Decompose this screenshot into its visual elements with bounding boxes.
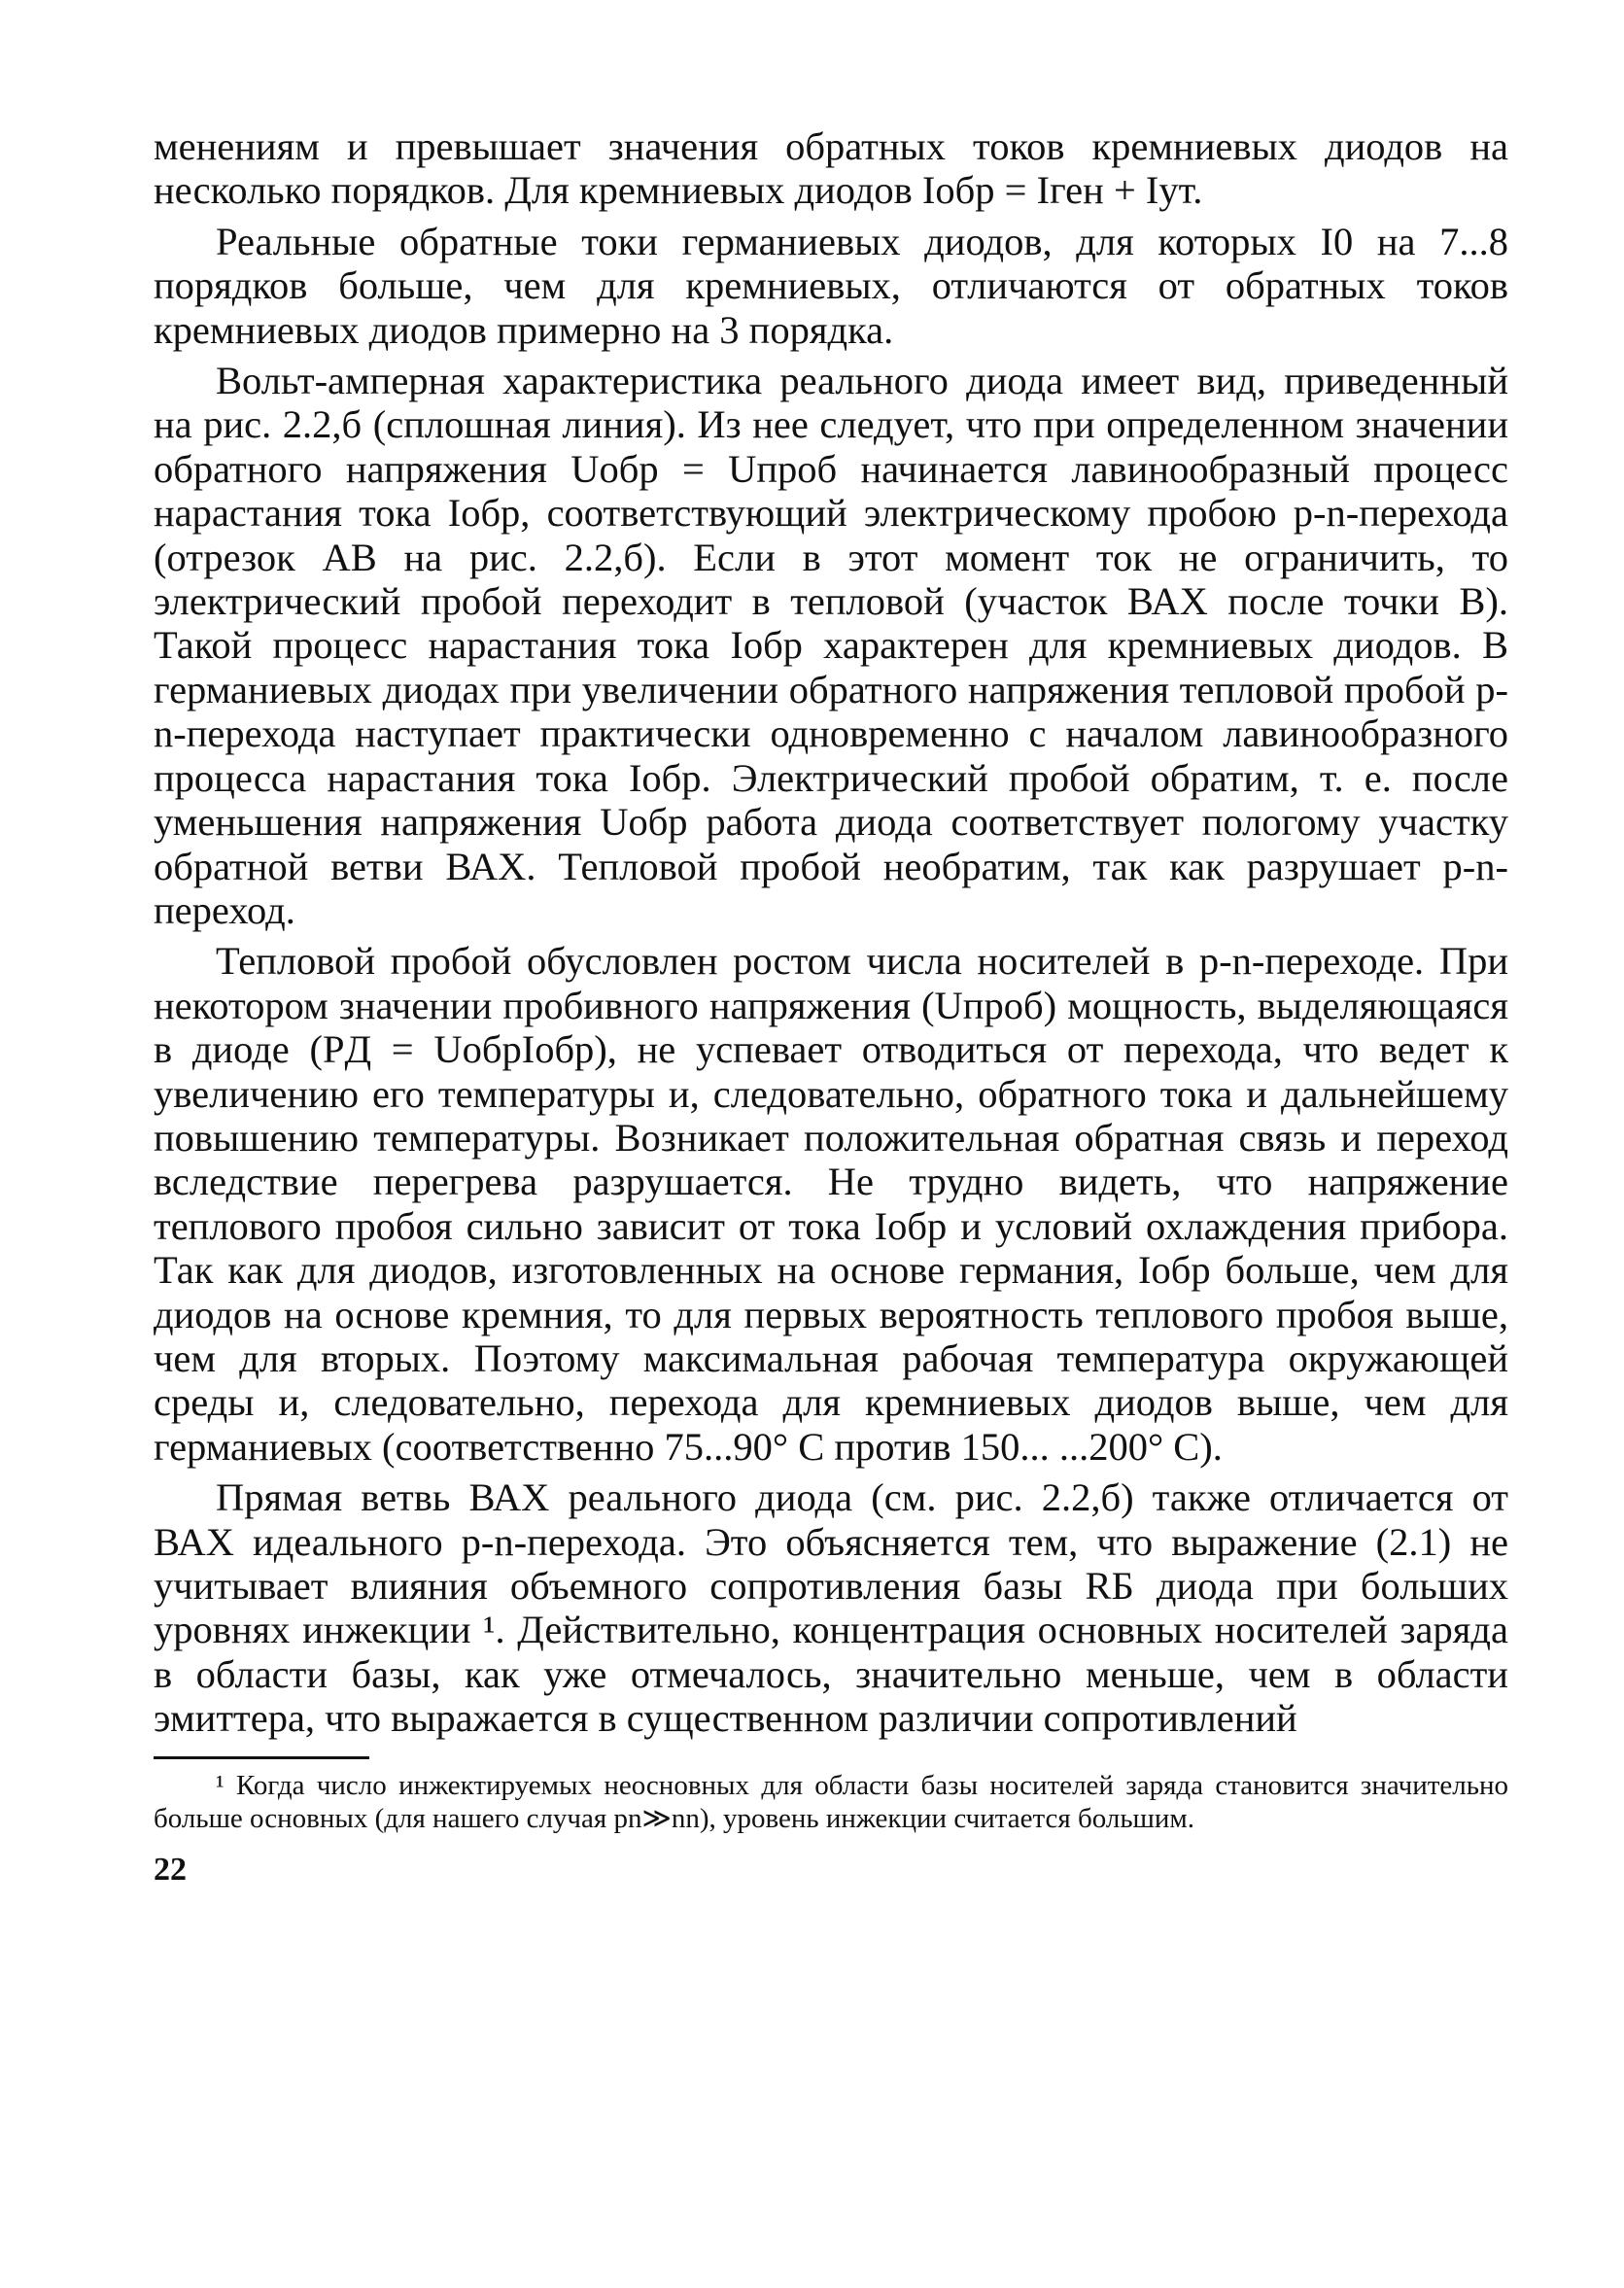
footnote-divider <box>154 1756 369 1759</box>
paragraph-continuation: менениям и превышает значения обратных токов кремниевых диодов на несколько порядков. Для кремниевых диодов Iобр = Iген + Iут. <box>154 124 1508 213</box>
book-page <box>154 124 1508 1889</box>
paragraph-forward-branch: Прямая ветвь ВАХ реального диода (см. рис. 2.2,б) также отличается от ВАХ идеального p-n-перехода. Это объясняется тем, что выражение (2.1) не учитывает влияния объемного сопротивления базы RБ диода при больших уровнях инжекции ¹. Действительно, концентрация основных носителей заряда в области базы, как уже отмечалось, значительно меньше, чем в области эмиттера, что выражается в существенном различии сопротивлений <box>154 1475 1508 1741</box>
footnote: ¹ Когда число инжектируемых неосновных для области базы носителей заряда становится значительно больше основных (для нашего случая pn≫nn), уровень инжекции считается большим. <box>154 1769 1508 1834</box>
paragraph-reverse-currents: Реальные обратные токи германиевых диодов, для которых I0 на 7...8 порядков больше, чем для кремниевых, отличаются от обратных токов кремниевых диодов примерно на 3 порядка. <box>154 219 1508 352</box>
paragraph-iv-characteristic: Вольт-амперная характеристика реального диода имеет вид, приведенный на рис. 2.2,б (сплошная линия). Из нее следует, что при определенном значении обратного напряжения Uобр = Uпроб начинается лавинообразный процесс нарастания тока Iобр, соответствующий электрическому пробою p-n-перехода (отрезок AB на рис. 2.2,б). Если в этот момент ток не ограничить, то электрический пробой переходит в тепловой (участок ВАХ после точки B). Такой процесс нарастания тока Iобр характерен для кремниевых диодов. В германиевых диодах при увеличении обратного напряжения тепловой пробой p-n-перехода наступает практически одновременно с началом лавинообразного процесса нарастания тока Iобр. Электрический пробой обратим, т. е. после уменьшения напряжения Uобр работа диода соответствует пологому участку обратной ветви ВАХ. Тепловой пробой необратим, так как разрушает p-n-переход. <box>154 359 1508 932</box>
page-number: 22 <box>154 1851 187 1888</box>
paragraph-thermal-breakdown: Тепловой пробой обусловлен ростом числа носителей в p-n-переходе. При некотором значении пробивного напряжения (Uпроб) мощность, выделяющаяся в диоде (PД = UобрIобр), не успевает отводиться от перехода, что ведет к увеличению его температуры и, следовательно, обратного тока и дальнейшему повышению температуры. Возникает положительная обратная связь и переход вследствие перегрева разрушается. Не трудно видеть, что напряжение теплового пробоя сильно зависит от тока Iобр и условий охлаждения прибора. Так как для диодов, изготовленных на основе германия, Iобр больше, чем для диодов на основе кремния, то для первых вероятность теплового пробоя выше, чем для вторых. Поэтому максимальная рабочая температура окружающей среды и, следовательно, перехода для кремниевых диодов выше, чем для германиевых (соответственно 75...90° С против 150... ...200° С). <box>154 939 1508 1469</box>
